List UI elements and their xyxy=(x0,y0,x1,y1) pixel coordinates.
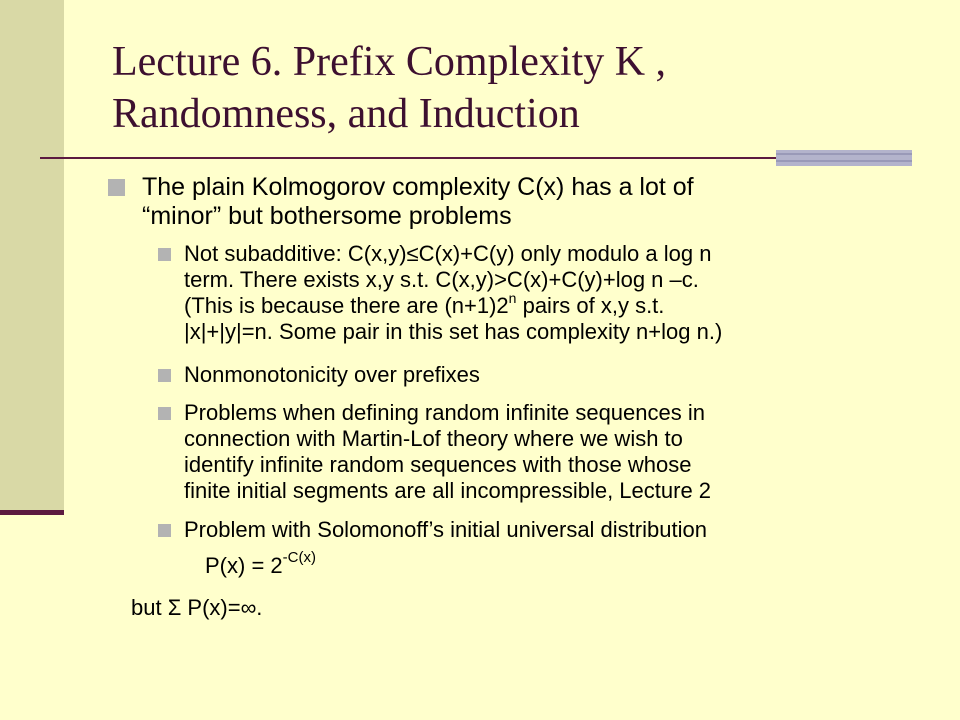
sub-bullet-text: pairs of x,y s.t. xyxy=(516,293,665,318)
title-accent-bar xyxy=(776,150,912,166)
sub-bullet-line: Nonmonotonicity over prefixes xyxy=(184,362,480,387)
sub-bullet-line: identify infinite random sequences with those whose xyxy=(184,452,692,477)
sub-bullet-line: Problems when defining random infinite sequences in xyxy=(184,400,705,425)
sub-bullet-square-icon xyxy=(158,369,171,382)
sub-bullet-nonmonotonicity xyxy=(184,362,914,388)
slide-title-line-1: Lecture 6. Prefix Complexity K , xyxy=(112,39,667,85)
sub-bullet-line: connection with Martin-Lof theory where we wish to xyxy=(184,426,683,451)
main-bullet-text xyxy=(142,173,902,231)
sub-bullet-line: Problem with Solomonoff’s initial universal distribution xyxy=(184,517,707,542)
sub-bullet-line: finite initial segments are all incompressible, Lecture 2 xyxy=(184,478,712,503)
exponent-n: n xyxy=(508,290,517,306)
sub-bullet-line: |x|+|y|=n. Some pair in this set has complexity n+log n.) xyxy=(184,319,723,344)
sub-bullet-square-icon xyxy=(158,524,171,537)
slide-title xyxy=(112,36,932,140)
sub-bullet-line: term. There exists x,y s.t. C(x,y)>C(x)+C(y)+log n –c. xyxy=(184,267,699,292)
formula-base: P(x) = 2 xyxy=(205,553,283,578)
formula-exponent: -C(x) xyxy=(282,549,316,566)
sub-bullet-square-icon xyxy=(158,248,171,261)
sidebar-band xyxy=(0,0,64,512)
sub-bullet-random-sequences xyxy=(184,400,914,504)
distribution-formula xyxy=(205,549,316,579)
sum-statement: but Σ P(x)=∞. xyxy=(131,595,263,620)
slide-title-line-2: Randomness, and Induction xyxy=(112,91,580,137)
sub-bullet-solomonoff xyxy=(184,517,914,543)
sub-bullet-line: Not subadditive: C(x,y)≤C(x)+C(y) only modulo a log n xyxy=(184,241,712,266)
sub-bullet-square-icon xyxy=(158,407,171,420)
main-bullet-line-2: “minor” but bothersome problems xyxy=(142,202,512,230)
sub-bullet-line xyxy=(184,290,914,319)
bullet-square-icon xyxy=(108,179,125,196)
sub-bullet-subadditive xyxy=(184,241,914,345)
main-bullet-line-1: The plain Kolmogorov complexity C(x) has a lot of xyxy=(142,173,694,201)
sidebar-rule xyxy=(0,510,64,515)
sub-bullet-text: (This is because there are (n+1)2 xyxy=(184,293,509,318)
